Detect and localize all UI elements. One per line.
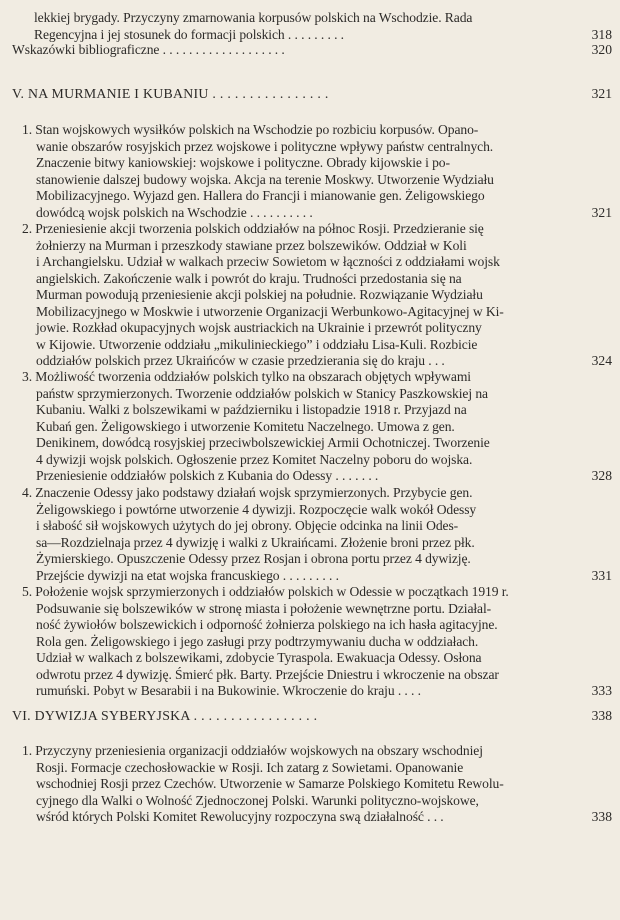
toc-line: VI. DYWIZJA SYBERYJSKA . . . . . . . . . . . . . . . . . xyxy=(12,708,318,723)
toc-line: lekkiej brygady. Przyczyny zmarnowania korpusów polskich na Wschodzie. Rada xyxy=(34,10,473,25)
toc-line: odwrotu przez 4 dywizję. Śmierć płk. Barty. Przejście Dniestru i wkroczenie na obszar xyxy=(36,666,499,682)
toc-line: 5. Położenie wojsk sprzymierzonych i oddziałów polskich w Odessie w początkach 1919 r. xyxy=(22,584,509,599)
toc-line: stanowienie dalszej budowy wojska. Akcja na terenie Moskwy. Utworzenie Wydziału xyxy=(36,171,494,187)
toc-page-number: 333 xyxy=(591,683,612,698)
toc-line: 3. Możliwość tworzenia oddziałów polskich tylko na obszarach objętych wpływami xyxy=(22,369,471,384)
toc-line: sa—Rozdzielnaja przez 4 dywizję i walki z Ukraińcami. Złożenie broni przez płk. xyxy=(36,534,475,550)
toc-line: Rosji. Formacje czechosłowackie w Rosji. Ich zatarg z Sowietami. Opanowanie xyxy=(36,759,464,775)
toc-line: Regencyjna i jej stosunek do formacji polskich . . . . . . . . . xyxy=(34,26,344,42)
toc-line: angielskich. Zakończenie walk i powrót do kraju. Trudności przedostania się na xyxy=(36,270,462,286)
toc-line: V. NA MURMANIE I KUBANIU . . . . . . . . . . . . . . . . xyxy=(12,86,329,101)
toc-line: Żeligowskiego i powtórne utworzenie 4 dywizji. Rozpoczęcie walk wokół Odessy xyxy=(36,501,477,517)
toc-line: Kubaniu. Walki z bolszewikami w październiku i listopadzie 1918 r. Przyjazd na xyxy=(36,402,467,417)
toc-line: jowie. Rozkład okupacyjnych wojsk austriackich na Ukrainie i przewrót polityczny xyxy=(36,320,482,335)
toc-line: cyjnego dla Walki o Wolność Zjednoczonej Polski. Warunki polityczno-wojskowe, xyxy=(36,792,479,808)
toc-page-number: 328 xyxy=(591,468,612,483)
toc-line: 2. Przeniesienie akcji tworzenia polskich oddziałów na północ Rosji. Przedzieranie się xyxy=(22,221,484,236)
toc-line: Udział w walkach z bolszewikami, zdobycie Tyraspola. Ewakuacja Odessy. Osłona xyxy=(36,650,482,665)
toc-line: 1. Stan wojskowych wysiłków polskich na Wschodzie po rozbiciu korpusów. Opano- xyxy=(22,122,479,137)
toc-line: oddziałów polskich przez Ukraińców w czasie przedzierania się do kraju . . . xyxy=(36,353,445,368)
toc-line: 1. Przyczyny przeniesienia organizacji oddziałów wojskowych na obszary wschodniej xyxy=(22,743,483,758)
toc-line: Podsuwanie się bolszewików w stronę miasta i położenie wewnętrzne portu. Działal- xyxy=(36,600,492,616)
toc-line: żołnierzy na Murman i przeszkody stawiane przez bolszewików. Oddział w Koli xyxy=(36,237,467,253)
toc-line: wanie obszarów rosyjskich przez wojskowe i polityczne wpływy państw centralnych. xyxy=(36,138,494,154)
toc-line: państw sprzymierzonych. Tworzenie oddziałów polskich w Stanicy Paszkowskiej na xyxy=(36,385,488,401)
toc-line: i słabość sił wojskowych użytych do jej obrony. Objęcie odcinka na linii Odes- xyxy=(36,518,459,533)
toc-line: 4. Znaczenie Odessy jako podstawy działań wojsk sprzymierzonych. Przybycie gen. xyxy=(22,485,473,500)
toc-line: dowódcą wojsk polskich na Wschodzie . . . . . . . . . . xyxy=(36,204,313,220)
toc-line: ność żywiołów bolszewickich i odporność żołnierza polskiego na ich hasła agitacyjne. xyxy=(36,617,498,632)
toc-page-number: 320 xyxy=(591,42,612,57)
toc-line: Mobilizacyjnego. Wyjazd gen. Hallera do Francji i mianowanie gen. Żeligowskiego xyxy=(36,188,485,203)
toc-line: Przejście dywizji na etat wojska francuskiego . . . . . . . . . xyxy=(36,567,339,583)
toc-line: w Kijowie. Utworzenie oddziału „mikulinieckiego” i oddziału Lisa-Kuli. Rozbicie xyxy=(36,336,478,352)
toc-line: 4 dywizji wojsk polskich. Ogłoszenie przez Komitet Naczelny poboru do wojska. xyxy=(36,451,473,467)
toc-page-number: 318 xyxy=(591,26,612,42)
toc-line: Przeniesienie oddziałów polskich z Kubania do Odessy . . . . . . . xyxy=(36,468,379,483)
toc-line: Rola gen. Żeligowskiego i jego zasługi przy podtrzymywaniu ducha w oddziałach. xyxy=(36,633,479,649)
toc-line: Kubań gen. Żeligowskiego i utworzenie Komitetu Naczelnego. Umowa z gen. xyxy=(36,418,455,434)
toc-line: Znaczenie bitwy kaniowskiej: wojskowe i polityczne. Obrady kijowskie i po- xyxy=(36,155,450,170)
toc-line: wśród których Polski Komitet Rewolucyjny rozpoczyna swą działalność . . . xyxy=(36,809,444,824)
toc-line: Żymierskiego. Opuszczenie Odessy przez Rosjan i obrona portu przez 4 dywizję. xyxy=(36,551,471,566)
toc-page-number: 338 xyxy=(591,809,612,824)
toc-line: i Archangielsku. Udział w walkach przeciw Sowietom w łączności z oddziałami wojsk xyxy=(36,254,500,269)
toc-page-number: 321 xyxy=(591,204,612,220)
toc-page-number: 338 xyxy=(591,708,612,723)
toc-line: rumuński. Pobyt w Besarabii i na Bukowinie. Wkroczenie do kraju . . . . xyxy=(36,683,421,698)
toc-page-number: 324 xyxy=(591,353,612,368)
toc-page-number: 331 xyxy=(591,567,612,583)
toc-line: Denikinem, dowódcą rosyjskiej przeciwbolszewickiej Armii Ochotniczej. Tworzenie xyxy=(36,435,490,450)
toc-line: Murman powodują przeniesienie akcji polskiej na południe. Rozwiązanie Wydziału xyxy=(36,287,483,302)
toc-line: Wskazówki bibliograficzne . . . . . . . . . . . . . . . . . . . xyxy=(12,42,285,57)
toc-line: Mobilizacyjnego w Moskwie i utworzenie Organizacji Werbunkowo-Agitacyjnej w Ki- xyxy=(36,303,504,319)
toc-line: wschodniej Rosji przez Czechów. Utworzenie w Samarze Polskiego Komitetu Rewolu- xyxy=(36,776,504,791)
toc-page-number: 321 xyxy=(591,86,612,101)
